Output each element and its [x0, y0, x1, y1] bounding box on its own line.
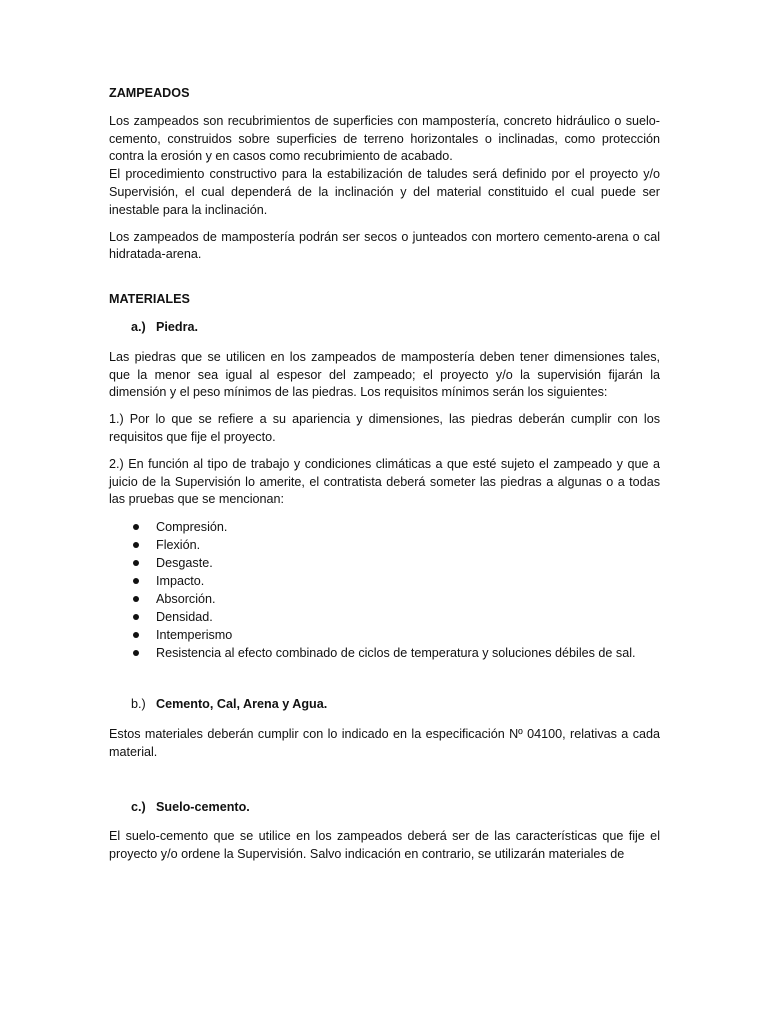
bullet-icon [131, 554, 156, 572]
list-item: Desgaste. [131, 554, 660, 572]
section-a-paragraph-3: 2.) En función al tipo de trabajo y condiciones climáticas a que esté sujeto el zampeado y que a juicio de la Supervisión lo amerite, el contratista deberá someter las piedras a algunas o a todas las pruebas que se mencionan: [109, 456, 660, 507]
document-title: ZAMPEADOS [109, 86, 190, 100]
section-a-title: Piedra. [156, 319, 198, 334]
section-a-letter: a.) [131, 319, 146, 334]
section-a-paragraph-1: Las piedras que se utilicen en los zampeados de mampostería deben tener dimensiones tales, que la menor sea igual al espesor del zampeado; el proyecto y/o la supervisión fijarán la dimensión y el peso mínimos de las piedras. Los requisitos mínimos serán los siguientes: [109, 349, 660, 400]
list-item: Flexión. [131, 536, 660, 554]
document-page [109, 85, 660, 873]
intro-paragraph-1: Los zampeados son recubrimientos de superficies con mampostería, concreto hidráulico o suelo- cemento, construidos sobre superficies de terreno horizontales o inclinadas, como protección contra la erosión y en casos como recubrimiento de acabado. [109, 113, 660, 164]
list-item: Impacto. [131, 572, 660, 590]
section-c-title: Suelo-cemento. [156, 799, 250, 814]
bullet-icon [131, 572, 156, 590]
section-c-letter: c.) [131, 799, 146, 814]
list-item: Absorción. [131, 590, 660, 608]
section-b-letter: b.) [131, 697, 146, 712]
list-item: Densidad. [131, 608, 660, 626]
bullet-icon [131, 536, 156, 554]
section-c-heading [131, 799, 660, 817]
list-item: Resistencia al efecto combinado de ciclos de temperatura y soluciones débiles de sal. [131, 644, 660, 662]
tests-list [109, 518, 660, 662]
list-item: Intemperismo [131, 626, 660, 644]
bullet-icon [131, 626, 156, 644]
section-b-heading [131, 696, 660, 714]
list-item: Compresión. [131, 518, 660, 536]
bullet-icon [131, 590, 156, 608]
bullet-icon [131, 608, 156, 626]
intro-paragraph-3: Los zampeados de mampostería podrán ser secos o junteados con mortero cemento-arena o cal hidratada-arena. [109, 229, 660, 262]
section-a-heading [131, 319, 660, 337]
intro-paragraph-2: El procedimiento constructivo para la estabilización de taludes será definido por el proyecto y/o Supervisión, el cual dependerá de la inclinación y del material constituido el cual puede ser inestable para la inclinación. [109, 167, 660, 217]
section-c-paragraph: El suelo-cemento que se utilice en los zampeados deberá ser de las características que fije el proyecto y/o ordene la Supervisión. Salvo indicación en contrario, se utilizarán materiales de [109, 829, 660, 862]
section-b-title: Cemento, Cal, Arena y Agua. [156, 697, 328, 712]
section-b-paragraph: Estos materiales deberán cumplir con lo indicado en la especificación Nº 04100, relativas a cada material. [109, 726, 660, 759]
section-a-paragraph-2: 1.) Por lo que se refiere a su apariencia y dimensiones, las piedras deberán cumplir con los requisitos que fije el proyecto. [109, 412, 660, 444]
bullet-icon [131, 644, 156, 662]
bullet-icon [131, 518, 156, 536]
materials-heading: MATERIALES [109, 292, 190, 307]
